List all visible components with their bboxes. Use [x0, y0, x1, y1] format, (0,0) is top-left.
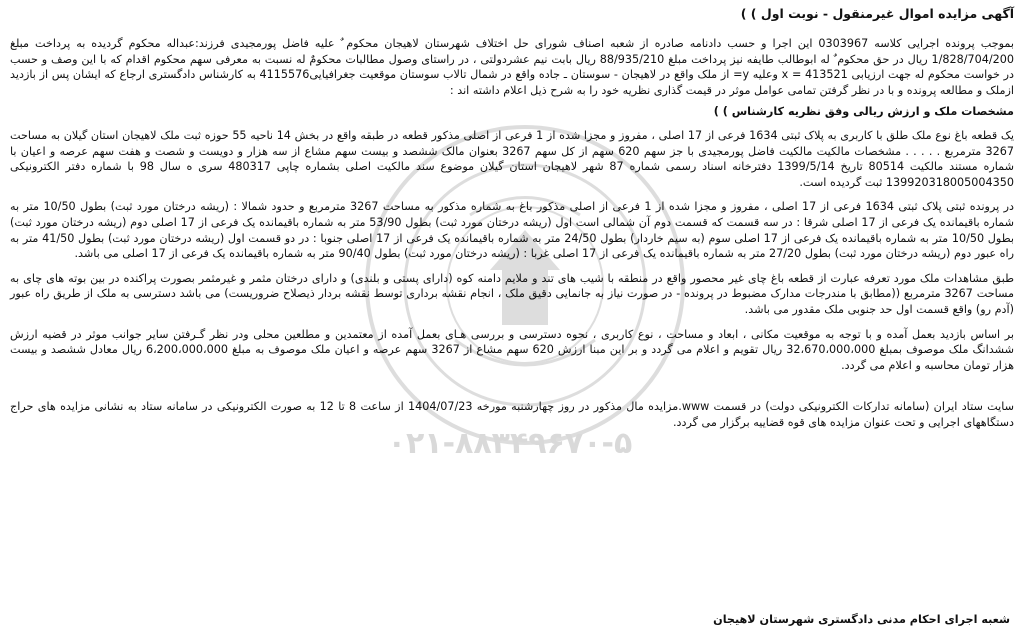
notice-title: آگهی مزایده اموال غیرمنقول - نوبت اول ) ): [740, 6, 1014, 21]
section-title: مشخصات ملک و ارزش ریالی وفق نظریه کارشناس ) ): [713, 105, 1014, 119]
property-description-paragraph: یک قطعه باغ نوع ملک طلق با کاربری به پلاک ثبتی 1634 فرعی از 17 اصلی ، مفروز و مجزا شده از 1 فرعی از اصلی مذکور قطعه در طبقه واقع در بخش 14 ناحیه 55 حوزه ثبت ملک لاهیجان استان گیلان به مساحت 3267 مترمربع . . . . . مشخصات مالکیت مالکیت فاضل پورمجیدی با جز سهم 620 سهم از کل سهم 3267 بعنوان مالک ششصد و بیست سهم مشاع از سه هزار و دویست و شصت و هفت سهم عرصه و اعیان با شماره مستند مالکیت 80514 تاریخ 1399/5/14 دفترخانه اسناد رسمی شماره 87 شهر لاهیجان استان گیلان موضوع سند مالکیت اصلی بشماره چاپی 480317 سری ه سال 98 با شماره دفتر الکترونیکی 139920318005004350 ثبت گردیده است.: [10, 128, 1015, 189]
valuation-paragraph: بر اساس بازدید بعمل آمده و با توجه به موقعیت مکانی ، ابعاد و مساحت ، نوع کاربری ، نحوه دسترسی و بررسی هـای بعمل آمده از معتمدین و مطلعین محلی ودر نظر گـرفتن سایر جوانب موثر در قضیه ارزش ششدانگ ملک موصوف بمبلغ 32،670،000،000 ریال تقویم و اعلام می گردد و بر این مبنا ارزش 620 سهم مشاع از 3267 سهم عرصه و اعیان ملک موصوف به مبلغ 6،200،000،000 ریال معادل ششصد و بیست هزار تومان محاسبه و اعلام می گردد.: [10, 327, 1014, 372]
issuing-office: شعبه اجرای احکام مدنی دادگستری شهرستان لاهیجان: [713, 613, 1010, 626]
auction-site-paragraph: سایت ستاد ایران (سامانه تدارکات الکترونیکی دولت) در قسمت www.مزایده مال مذکور در روز چهارشنبه مورخه 1404/07/23 از ساعت 8 تا 12 به صورت الکترونیکی در سامانه ستاد به نشانی مزایده های حراج دستگاههای اجرایی و تحت عنوان مزایده های قوه قضاییه برگزار می گردد.: [10, 400, 1015, 429]
phone-watermark: ۰۲۱-۸۸۳۴۹۶۷۰-۵: [387, 426, 633, 461]
intro-paragraph: بموجب پرونده اجرایی کلاسه 0303967 این اجرا و حسب دادنامه صادره از شعبه اصناف شورای حل اختلاف شهرستان لاهیجان محکوم ٌ علیه فاضل پورمجیدی فرزند:عبداله محکوم گردیده به پرداخت مبلغ 1/828/704/200 ریال در حق محکوم ٌ له ابوطالب طایفه نیز پرداخت مبلغ 88/935/210 ریال بابت نیم عشردولتی ، در راستای وصول مطالبات محکومٌ له نسبت به معرفی سهم محکوم اقدام که با این وصف و حسب در خواست محکوم له جهت ارزیابی x = 413521 وعلیه y= از ملک واقع در لاهیجان - سوستان ـ جاده واقع در شمال تالاب سوستان موقعیت جغرافیایی4115576 به کارشناس دادگستری ارجاع که ایشان پس از بازدید ازملک و مطالعه پرونده و با در نظر گرفتن تمامی عوامل موثر در قیمت گذاری نظریه خود را به شرح ذیل اعلام داشته اند :: [10, 37, 1015, 97]
observation-paragraph: طبق مشاهدات ملک مورد تعرفه عبارت از قطعه باغ چای غیر محصور واقع در منطقه با شیب های تند و ملایم دامنه کوه (دارای پستی و بلندی) و دارای درختان مثمر و غیرمثمر بصورت پراکنده در بین بوته های چای به مساحت 3267 مترمربع ((مطابق با مندرجات مدارک مضبوط در پرونده - در صورت نیاز به جانمایی دقیق ملک ، انجام نقشه برداری توسط نقشه بردار ذیصلاح ضروریست) می باشد دسترسی به ملک از طریق راه عبور (آدم رو) واقع قسمت اول حد جنوبی ملک مقدور می باشد.: [10, 271, 1014, 316]
boundaries-paragraph: در پرونده ثبتی پلاک ثبتی 1634 فرعی از 17 اصلی ، مفروز و مجزا شده از 1 فرعی از اصلی مذکور باغ به شماره مذکور به مساحت 3267 مترمربع و حدود شمالا : (ریشه درختان مورد ثبت) بطول 10/50 متر به شماره باقیمانده یک فرعی از 17 اصلی شرقا : در سه قسمت که قسمت دوم آن شمالی است اول (ریشه درختان مورد ثبت) بطول 53/90 متر به شماره باقیمانده یک فرعی از 17 اصلی دوم (ریشه درختان مورد ثبت) بطول 10/50 متر به شماره باقیمانده یک فرعی از 17 اصلی سوم (به سیم خاردار) بطول 24/50 متر به شماره باقیمانده یک فرعی از 17 اصلی جنوبا : در دو قسمت اول (ریشه درختان مورد ثبت) بطول 41/50 متر به راه عبور دوم (ریشه درختان مورد ثبت) بطول 27/20 متر به شماره باقیمانده یک فرعی از 17 اصلی غربا : (ریشه درختان مورد ثبت) بطول 90/40 متر به شماره باقیمانده یک فرعی از 17 اصلی می باشد.: [10, 200, 1015, 261]
